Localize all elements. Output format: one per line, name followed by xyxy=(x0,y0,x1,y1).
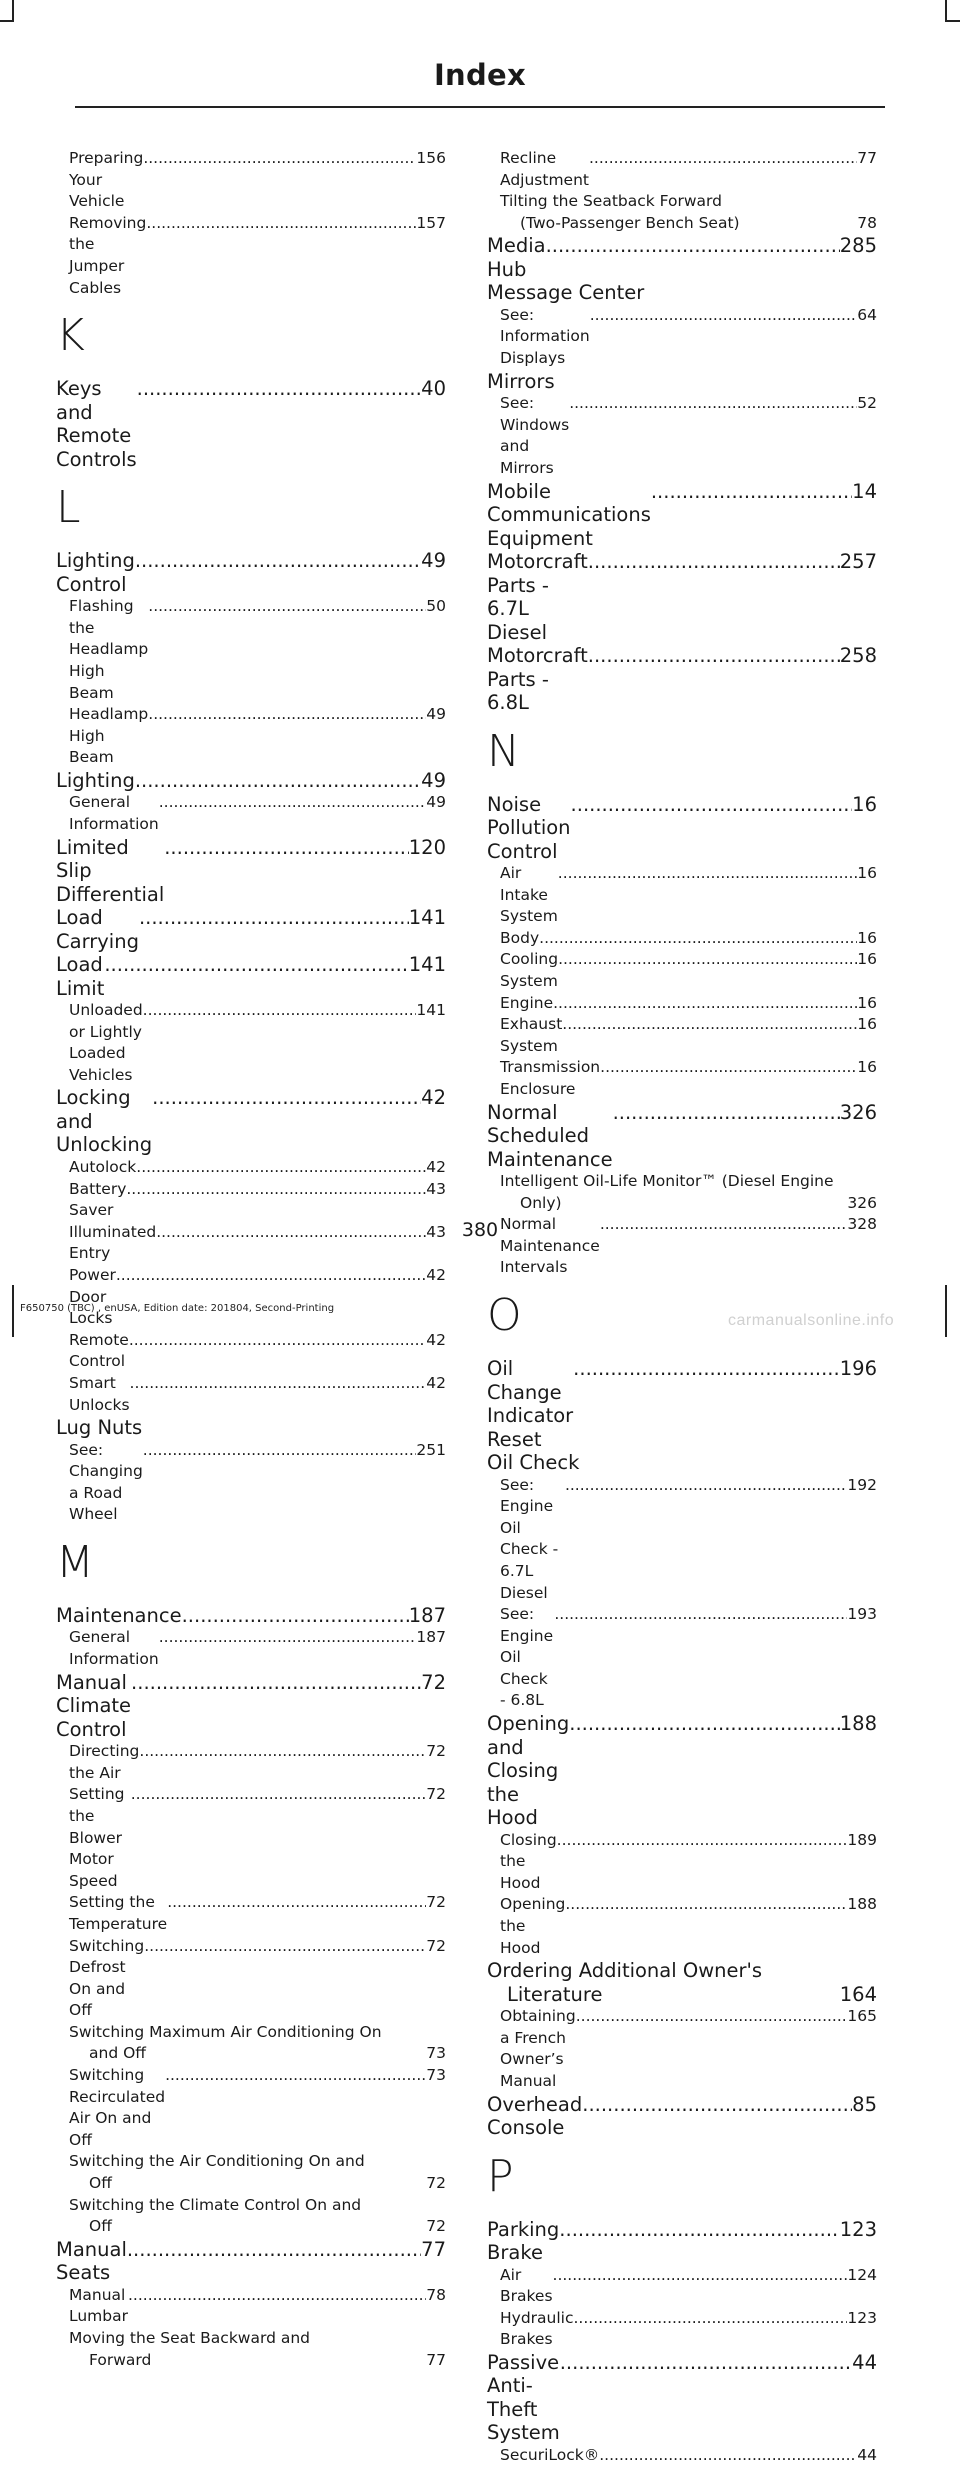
index-entry: See: Engine Oil Check - 6.7L Diesel ..... 192 xyxy=(487,1475,877,1605)
index-entry: Normal Maintenance Intervals ..... 328 xyxy=(487,1214,877,1279)
crop-mark xyxy=(945,20,960,22)
index-entry: Cooling System ..... 16 xyxy=(487,949,877,992)
index-entry: Engine ..... 16 xyxy=(487,993,877,1015)
index-entry: Setting the Temperature ..... 72 xyxy=(56,1892,446,1935)
index-entry: Hydraulic Brakes ..... 123 xyxy=(487,2308,877,2351)
index-entry: Battery Saver ..... 43 xyxy=(56,1179,446,1222)
index-entry: Load Carrying ..... 141 xyxy=(56,906,446,953)
index-entry: Moving the Seat Backward and Forward 77 xyxy=(69,2329,446,2369)
watermark: carmanualsonline.info xyxy=(728,1312,895,1329)
index-entry: See: Engine Oil Check - 6.8L ..... 193 xyxy=(487,1604,877,1712)
index-entry: Intelligent Oil-Life Monitor™ (Diesel Engine Only) 326 xyxy=(500,1172,877,1212)
page-number: 380 xyxy=(461,1219,499,1241)
index-entry: See: Changing a Road Wheel ..... 251 xyxy=(56,1440,446,1526)
index-entry: Body ..... 16 xyxy=(487,928,877,950)
index-heading: Message Center xyxy=(487,281,645,305)
index-entry: Motorcraft Parts - 6.7L Diesel ..... 257 xyxy=(487,550,877,644)
index-entry: Transmission Enclosure ..... 16 xyxy=(487,1057,877,1100)
index-entry: See: Information Displays ..... 64 xyxy=(487,305,877,370)
crop-mark xyxy=(945,0,947,22)
index-heading: Lug Nuts xyxy=(56,1416,143,1440)
index-entry: Lighting ..... 49 xyxy=(56,769,446,793)
footer-text: F650750 (TBC) , enUSA, Edition date: 201804, Second-Printing xyxy=(20,1303,335,1314)
index-entry: Switching Recirculated Air On and Off ..... 73 xyxy=(56,2065,446,2151)
index-entry: Power Door Locks ..... 42 xyxy=(56,1265,446,1330)
index-entry: Manual Seats ..... 77 xyxy=(56,2238,446,2285)
section-letter: K xyxy=(56,310,85,362)
crop-mark xyxy=(12,1285,14,1337)
index-entry: Obtaining a French Owner’s Manual ..... 165 xyxy=(487,2006,877,2092)
index-entry: Opening and Closing the Hood ..... 188 xyxy=(487,1712,877,1830)
index-entry: Manual Lumbar ..... 78 xyxy=(56,2285,446,2328)
section-letter: O xyxy=(487,1290,522,1342)
index-entry: Locking and Unlocking ..... 42 xyxy=(56,1086,446,1157)
index-entry: Illuminated Entry ..... 43 xyxy=(56,1222,446,1265)
index-entry: Closing the Hood ..... 189 xyxy=(487,1830,877,1895)
index-entry: Switching Defrost On and Off ..... 72 xyxy=(56,1936,446,2022)
index-entry: Mobile Communications Equipment ..... 14 xyxy=(487,480,877,551)
index-entry: Air Brakes ..... 124 xyxy=(487,2265,877,2308)
section-letter: L xyxy=(56,482,81,534)
index-entry: Manual Climate Control ..... 72 xyxy=(56,1671,446,1742)
index-entry: Oil Change Indicator Reset ..... 196 xyxy=(487,1357,877,1451)
index-entry: Normal Scheduled Maintenance ..... 326 xyxy=(487,1101,877,1172)
index-entry: Recline Adjustment ..... 77 xyxy=(487,148,877,191)
index-entry: Unloaded or Lightly Loaded Vehicles ..... 141 xyxy=(56,1000,446,1086)
index-entry: Remote Control ..... 42 xyxy=(56,1330,446,1373)
crop-mark xyxy=(0,20,14,22)
index-entry: Noise Pollution Control ..... 16 xyxy=(487,793,877,864)
index-entry: Switching the Air Conditioning On and Off 72 xyxy=(69,2152,446,2193)
index-entry: Switching Maximum Air Conditioning On and Off 73 xyxy=(69,2022,446,2063)
index-entry: Lighting Control ..... 49 xyxy=(56,549,446,596)
index-entry: Switching the Climate Control On and Off 72 xyxy=(69,2195,446,2236)
index-entry: Autolock ..... 42 xyxy=(56,1157,446,1179)
index-entry: Load Limit ..... 141 xyxy=(56,953,446,1000)
index-entry: Removing the Jumper Cables ..... 157 xyxy=(56,213,446,299)
index-entry: Tilting the Seatback Forward (Two-Passenger Bench Seat) 78 xyxy=(500,192,877,232)
index-entry: Ordering Additional Owner's Literature 164 xyxy=(487,1959,877,2006)
index-entry: Overhead Console ..... 85 xyxy=(487,2093,877,2140)
index-entry: Opening the Hood ..... 188 xyxy=(487,1894,877,1959)
index-entry: Air Intake System ..... 16 xyxy=(487,863,877,928)
index-entry: General Information ..... 49 xyxy=(56,792,446,835)
index-heading: Oil Check xyxy=(487,1451,580,1475)
index-column-left xyxy=(56,148,446,2371)
index-entry: Flashing the Headlamp High Beam ..... 50 xyxy=(56,596,446,704)
index-entry: Keys and Remote Controls ..... 40 xyxy=(56,377,446,471)
index-entry: SecuriLock® ..... 44 xyxy=(487,2445,877,2466)
index-heading: Mirrors xyxy=(487,369,555,393)
index-entry: Directing the Air ..... 72 xyxy=(56,1741,446,1784)
page-title: Index xyxy=(433,58,527,92)
section-letter: P xyxy=(487,2150,514,2202)
index-entry: Exhaust System ..... 16 xyxy=(487,1014,877,1057)
index-entry: Smart Unlocks ..... 42 xyxy=(56,1373,446,1416)
section-letter: N xyxy=(487,725,520,777)
index-entry: See: Windows and Mirrors ..... 52 xyxy=(487,393,877,479)
index-entry: Parking Brake ..... 123 xyxy=(487,2218,877,2265)
index-entry: Preparing Your Vehicle ..... 156 xyxy=(56,148,446,213)
index-entry: Passive Anti-Theft System ..... 44 xyxy=(487,2351,877,2445)
section-letter: M xyxy=(56,1536,94,1588)
index-entry: Media Hub ..... 285 xyxy=(487,234,877,281)
index-entry: Setting the Blower Motor Speed ..... 72 xyxy=(56,1784,446,1892)
index-entry: Headlamp High Beam ..... 49 xyxy=(56,704,446,769)
crop-mark xyxy=(945,1285,947,1337)
crop-mark xyxy=(12,0,14,22)
index-entry: Limited Slip Differential ..... 120 xyxy=(56,836,446,907)
index-entry: Motorcraft Parts - 6.8L ..... 258 xyxy=(487,644,877,715)
index-column-right xyxy=(487,148,877,2466)
header-rule xyxy=(75,106,885,108)
index-entry: Maintenance ..... 187 xyxy=(56,1604,446,1628)
index-entry: General Information ..... 187 xyxy=(56,1627,446,1670)
